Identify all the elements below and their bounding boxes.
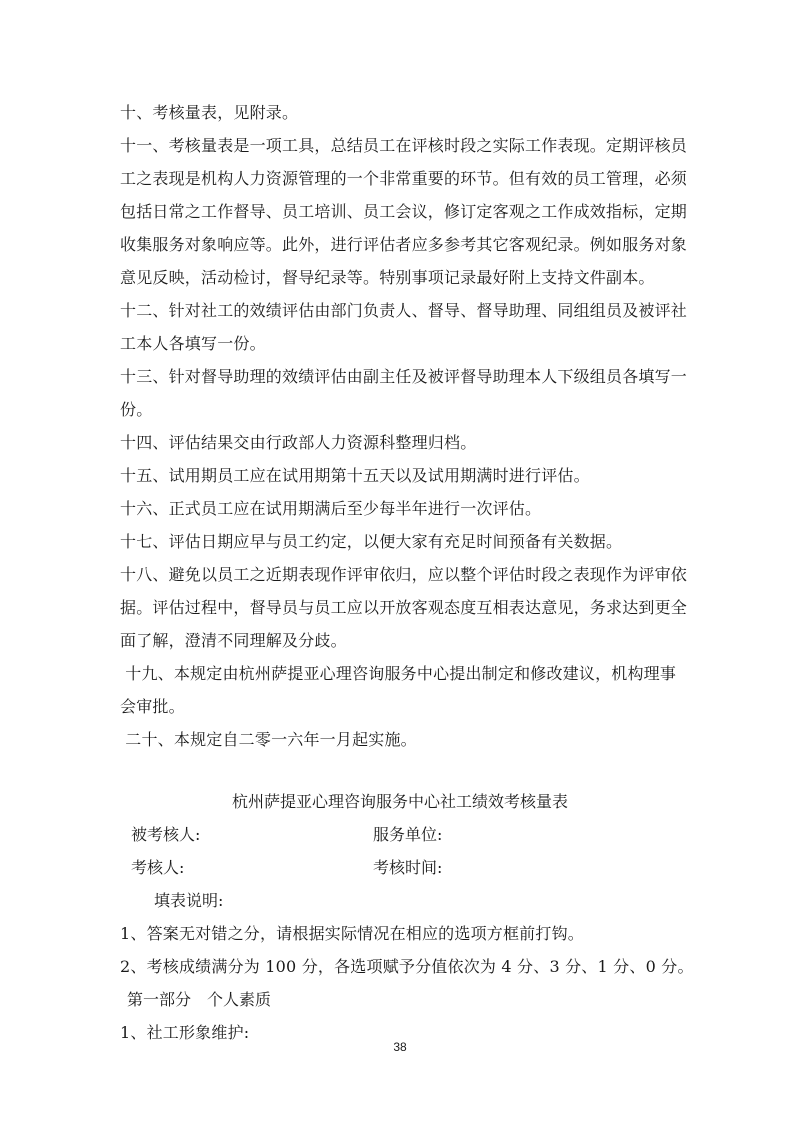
instructions-heading: 填表说明:	[154, 891, 224, 910]
clause-16: 十六、正式员工应在试用期满后至少每半年进行一次评估。	[120, 499, 542, 518]
clause-12-line-2: 工本人各填写一份。	[120, 334, 266, 353]
clause-10: 十、考核量表，见附录。	[120, 103, 299, 122]
clause-13-line-2: 份。	[120, 400, 153, 419]
clause-20: 二十、本规定自二零一六年一月起实施。	[120, 730, 417, 749]
clause-12-line-1: 十二、针对社工的效绩评估由部门负责人、督导、督导助理、同组组员及被评社	[120, 301, 688, 320]
clause-19-line-2: 会审批。	[120, 697, 185, 716]
clause-11-line-4: 收集服务对象响应等。此外，进行评估者应多参考其它客观纪录。例如服务对象	[120, 235, 688, 254]
form-title: 杭州萨提亚心理咨询服务中心社工绩效考核量表	[231, 792, 568, 811]
part-1-heading: 第一部分 个人素质	[127, 990, 272, 1009]
clause-18-line-2: 据。评估过程中，督导员与员工应以开放客观态度互相表达意见，务求达到更全	[120, 598, 688, 617]
clause-18-line-3: 面了解，澄清不同理解及分歧。	[120, 631, 347, 650]
assess-time-label: 考核时间:	[373, 858, 443, 877]
clause-19-line-1: 十九、本规定由杭州萨提亚心理咨询服务中心提出制定和修改建议，机构理事	[120, 664, 677, 683]
clause-18-line-1: 十八、避免以员工之近期表现作评审依归，应以整个评估时段之表现作为评审依	[120, 565, 688, 584]
clause-11-line-1: 十一、考核量表是一项工具，总结员工在评核时段之实际工作表现。定期评核员	[120, 136, 688, 155]
service-unit-label: 服务单位:	[373, 825, 443, 844]
clause-11-line-2: 工之表现是机构人力资源管理的一个非常重要的环节。但有效的员工管理，必须	[120, 169, 688, 188]
page-number: 38	[393, 1040, 407, 1054]
clause-11-line-5: 意见反映，活动检讨，督导纪录等。特别事项记录最好附上支持文件副本。	[120, 268, 655, 287]
clause-14: 十四、评估结果交由行政部人力资源科整理归档。	[120, 433, 477, 452]
clause-13-line-1: 十三、针对督导助理的效绩评估由副主任及被评督导助理本人下级组员各填写一	[120, 367, 688, 386]
instruction-2: 2、考核成绩满分为 100 分，各选项赋予分值依次为 4 分、3 分、1 分、0 分。	[120, 957, 694, 976]
item-1: 1、社工形象维护:	[120, 1023, 250, 1042]
clause-17: 十七、评估日期应早与员工约定，以便大家有充足时间预备有关数据。	[120, 532, 623, 551]
clause-11-line-3: 包括日常之工作督导、员工培训、员工会议，修订定客观之工作成效指标，定期	[120, 202, 688, 221]
assessee-label: 被考核人:	[131, 825, 201, 844]
instruction-1: 1、答案无对错之分，请根据实际情况在相应的选项方框前打钩。	[120, 924, 584, 943]
assessor-label: 考核人:	[131, 858, 185, 877]
clause-15: 十五、试用期员工应在试用期第十五天以及试用期满时进行评估。	[120, 466, 590, 485]
